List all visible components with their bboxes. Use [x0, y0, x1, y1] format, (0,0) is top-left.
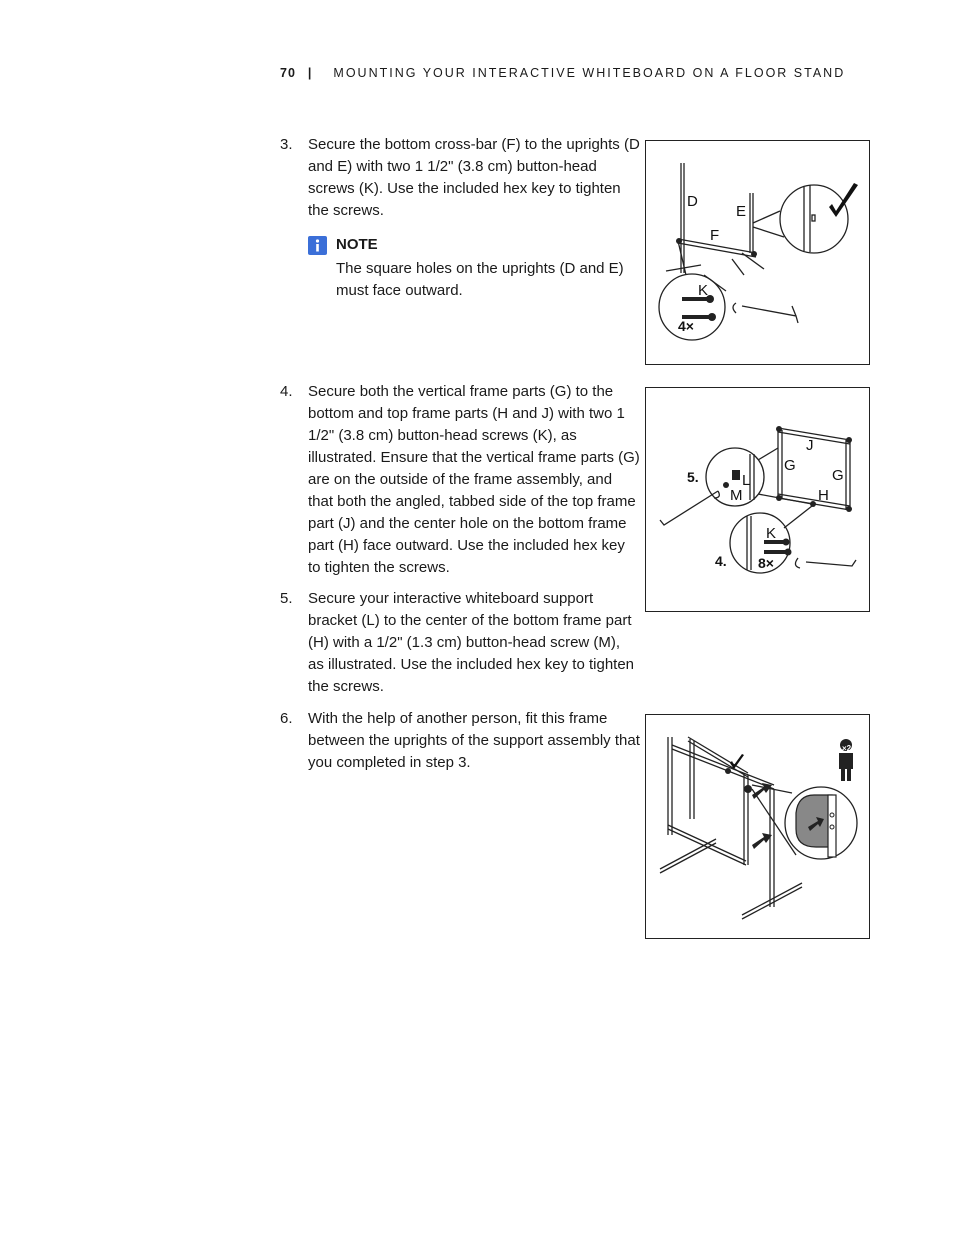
label-f: F: [710, 227, 720, 244]
label-j: J: [806, 437, 814, 454]
figure-step-3: [645, 140, 870, 365]
note-title: NOTE: [336, 236, 378, 253]
step-text: Secure both the vertical frame parts (G) to the bottom and top frame parts (H and J) with two 1 1/2" (3.8 cm) button-head screws (K), as illustrated. Ensure that the vertical frame parts (G) are on the outside of the frame assembly, and that both the angled, tabbed side of the top frame part (J) and the center hole on the bottom frame part (H) face outward. Use the included hex key to tighten the screws.: [308, 383, 640, 576]
section-title: MOUNTING YOUR INTERACTIVE WHITEBOARD ON A FLOOR STAND: [333, 66, 846, 80]
label-e: E: [736, 203, 747, 220]
callout-step-4: 4.: [715, 553, 727, 569]
quantity-label: 4×: [678, 318, 694, 334]
label-d: D: [687, 193, 698, 210]
step-text: Secure your interactive whiteboard support bracket (L) to the center of the bottom frame part (H) with a 1/2" (1.3 cm) button-head screw (M), as illustrated. Use the included hex key to tighten the screws.: [308, 590, 635, 695]
running-header: [280, 66, 845, 80]
step-text: With the help of another person, fit this frame between the uprights of the support assembly that you completed in step 3.: [308, 710, 640, 771]
note-text: The square holes on the uprights (D and E) must face outward.: [336, 260, 624, 299]
label-h: H: [818, 487, 829, 504]
page-number: 70: [280, 66, 296, 80]
label-k: K: [766, 525, 777, 542]
label-l: L: [742, 472, 751, 489]
label-g-right: G: [832, 467, 844, 484]
checkmark-icon: [829, 183, 858, 217]
step-number: 4.: [280, 383, 293, 400]
callout-step-5: 5.: [687, 469, 699, 485]
person-count: ×2: [842, 744, 852, 753]
step-4: [280, 381, 640, 579]
note-box: [308, 234, 638, 302]
label-g-left: G: [784, 457, 796, 474]
arrow-icon: [752, 833, 772, 849]
figure-step-6: [645, 714, 870, 939]
two-person-icon: [839, 739, 853, 781]
label-m: M: [730, 487, 743, 504]
step-3: [280, 134, 640, 222]
info-icon: [308, 236, 327, 255]
step-text: Secure the bottom cross-bar (F) to the uprights (D and E) with two 1 1/2" (3.8 cm) button-head screws (K). Use the included hex key to tighten the screws.: [308, 136, 640, 219]
figure-step-4-5: [645, 387, 870, 612]
step-number: 6.: [280, 710, 293, 727]
illustration-uprights: [646, 141, 869, 364]
step-5: [280, 588, 640, 698]
step-number: 3.: [280, 136, 293, 153]
header-separator: |: [307, 66, 314, 80]
step-number: 5.: [280, 590, 293, 607]
illustration-frame: [646, 388, 869, 611]
label-k: K: [698, 282, 709, 299]
step-6: [280, 708, 640, 774]
quantity-label: 8×: [758, 555, 774, 571]
illustration-fit-frame: [646, 715, 869, 938]
